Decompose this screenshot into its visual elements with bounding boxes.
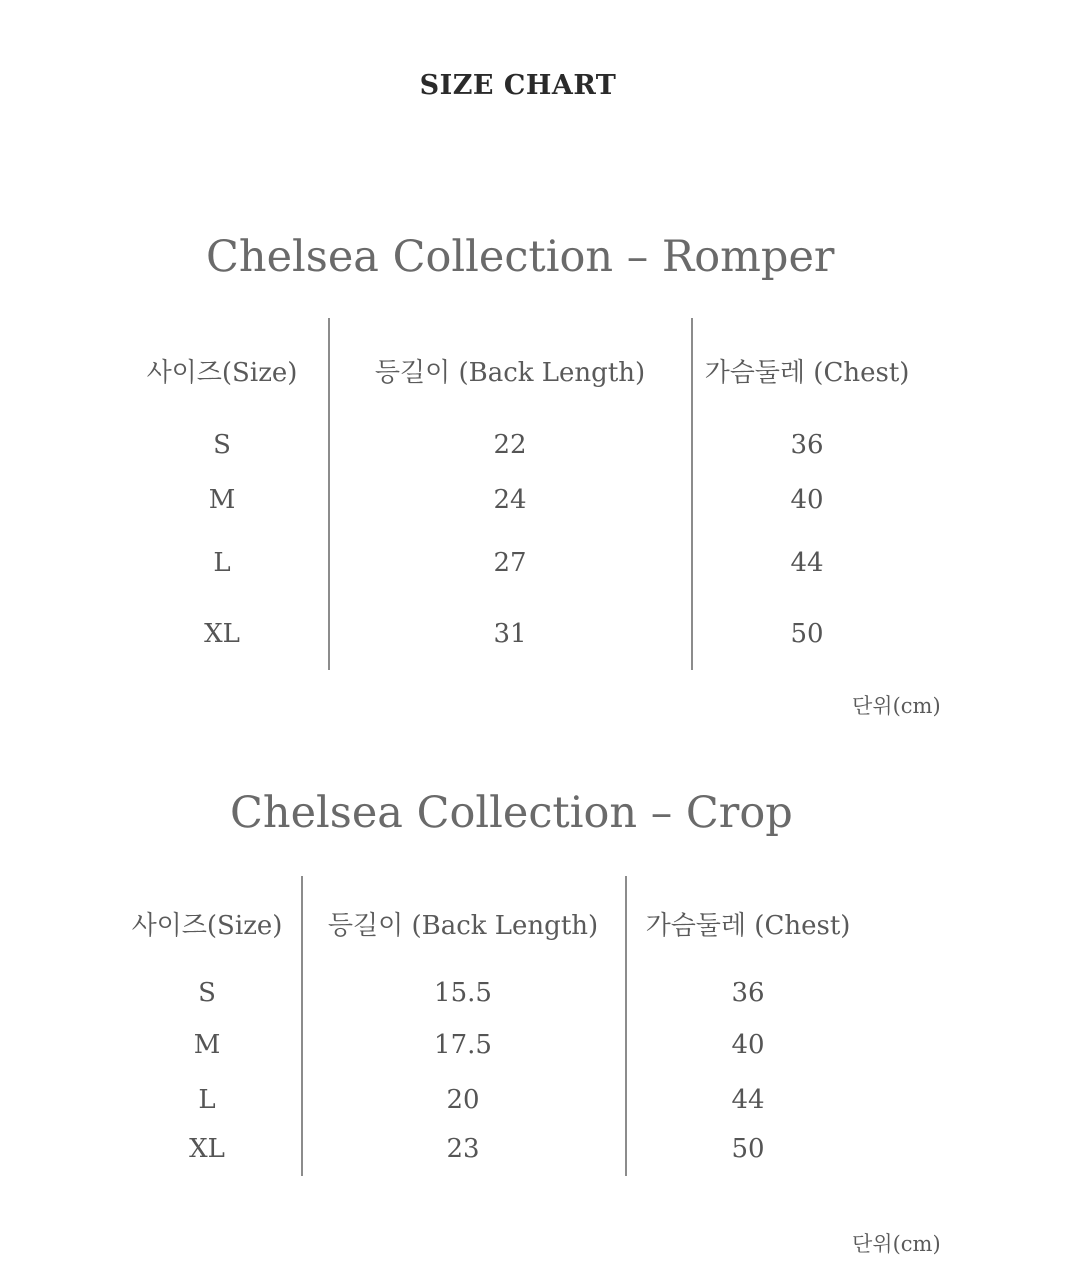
crop-row-s-chest: 36 [731,978,765,1008]
crop-divider-2 [625,876,627,1176]
crop-row-l-size: L [198,1085,216,1115]
romper-row-s-chest: 36 [790,430,824,460]
crop-row-xl-chest: 50 [731,1134,765,1164]
romper-row-xl-back-length: 31 [493,619,527,649]
romper-row-l-size: L [213,548,231,578]
romper-row-l-back-length: 27 [493,548,527,578]
romper-divider-2 [691,318,693,670]
romper-header-back-length: 등길이 (Back Length) [374,358,646,388]
romper-row-s-size: S [213,430,231,460]
romper-row-xl-size: XL [204,619,240,649]
crop-table-title: Chelsea Collection – Crop [230,788,793,838]
crop-header-size: 사이즈(Size) [131,911,283,941]
page-title: SIZE CHART [419,70,617,101]
romper-row-s-back-length: 22 [493,430,527,460]
crop-row-m-chest: 40 [731,1030,765,1060]
crop-row-s-back-length: 15.5 [434,978,492,1008]
crop-unit-note: 단위(cm) [852,1232,941,1256]
crop-row-s-size: S [198,978,216,1008]
romper-header-size: 사이즈(Size) [146,358,298,388]
crop-row-m-size: M [193,1030,221,1060]
romper-header-chest: 가슴둘레 (Chest) [704,358,910,388]
romper-divider-1 [328,318,330,670]
crop-row-l-back-length: 20 [446,1085,480,1115]
romper-row-m-back-length: 24 [493,485,527,515]
romper-table-title: Chelsea Collection – Romper [206,232,835,282]
romper-row-xl-chest: 50 [790,619,824,649]
crop-row-xl-back-length: 23 [446,1134,480,1164]
crop-row-m-back-length: 17.5 [434,1030,492,1060]
crop-row-l-chest: 44 [731,1085,765,1115]
crop-header-back-length: 등길이 (Back Length) [327,911,599,941]
crop-header-chest: 가슴둘레 (Chest) [645,911,851,941]
romper-unit-note: 단위(cm) [852,694,941,718]
crop-row-xl-size: XL [189,1134,225,1164]
romper-row-m-chest: 40 [790,485,824,515]
crop-divider-1 [301,876,303,1176]
romper-row-l-chest: 44 [790,548,824,578]
romper-row-m-size: M [208,485,236,515]
